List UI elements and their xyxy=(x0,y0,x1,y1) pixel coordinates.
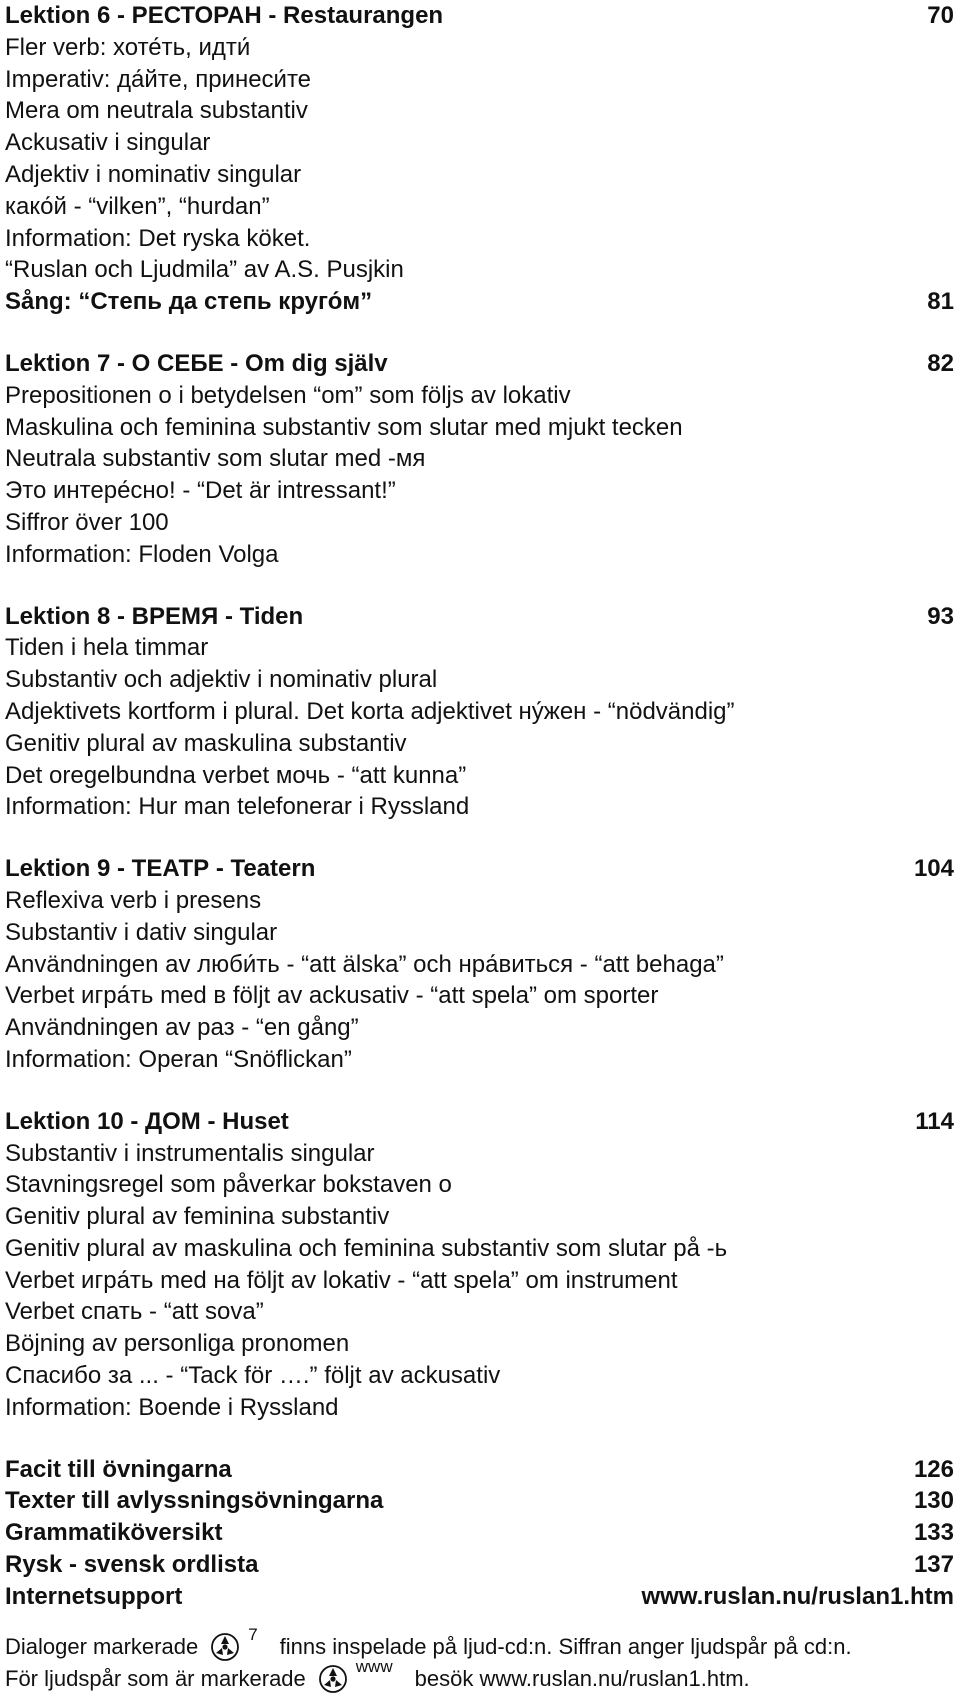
lesson-topic: Information: Hur man telefonerar i Ryssland xyxy=(5,793,470,821)
backmatter-entry[interactable] xyxy=(5,1549,954,1581)
lesson-topic: Information: Floden Volga xyxy=(5,540,279,568)
backmatter-entry[interactable] xyxy=(5,1454,954,1486)
song-title: Sång: “Степь да степь круго́м” xyxy=(5,288,373,316)
lesson-topic: Information: Boende i Ryssland xyxy=(5,1393,339,1421)
lesson-topic: Siffror över 100 xyxy=(5,508,169,536)
backmatter-page: 137 xyxy=(913,1551,954,1579)
lesson-topic: Information: Operan “Snöflickan” xyxy=(5,1045,352,1073)
backmatter-title: Texter till avlyssningsövningarna xyxy=(5,1487,384,1515)
lesson-topic: Imperativ: да́йте, принеси́те xyxy=(5,65,312,93)
lesson-page-number: 70 xyxy=(927,2,954,29)
backmatter-page: 133 xyxy=(913,1519,954,1547)
cd-audio-icon xyxy=(318,1664,348,1694)
lesson-topic: Mera om neutrala substantiv xyxy=(5,97,308,125)
lesson-topic: Reflexiva verb i presens xyxy=(5,886,262,914)
song-page-number: 81 xyxy=(927,288,954,316)
lesson-topic: Спасибо за ... - “Tack för ….” följt av ackusativ xyxy=(5,1362,501,1390)
backmatter-entry[interactable] xyxy=(5,1517,954,1549)
lesson-section xyxy=(5,853,954,1076)
toc-sections xyxy=(5,0,954,1424)
lesson-title: Lektion 10 - ДОМ - Huset xyxy=(5,1107,289,1135)
legend-line-cd xyxy=(5,1624,954,1663)
lesson-topic: Neutrala substantiv som slutar med -мя xyxy=(5,445,426,473)
lesson-section xyxy=(5,601,954,824)
lesson-topic: Genitiv plural av maskulina och feminina substantiv som slutar på -ь xyxy=(5,1234,728,1262)
lesson-topic: Användningen av раз - “en gång” xyxy=(5,1014,359,1042)
backmatter-entry[interactable] xyxy=(5,1485,954,1517)
lesson-topic: “Ruslan och Ljudmila” av A.S. Pusjkin xyxy=(5,256,404,284)
legend-line1-prefix: Dialoger markerade xyxy=(5,1633,199,1659)
lesson-page-number: 82 xyxy=(927,349,954,377)
lesson-page-number: 104 xyxy=(913,855,954,883)
cd-audio-icon xyxy=(210,1632,240,1662)
lesson-topic: Stavningsregel som påverkar bokstaven o xyxy=(5,1171,452,1199)
lesson-section xyxy=(5,348,954,571)
lesson-topic: Adjektivets kortform i plural. Det korta adjektivet ну́жен - “nödvändig” xyxy=(5,697,735,725)
backmatter-page: 126 xyxy=(913,1455,954,1483)
legend-line2-prefix: För ljudspår som är markerade xyxy=(5,1665,306,1691)
backmatter-title: Internetsupport xyxy=(5,1582,183,1610)
lesson-topic: Verbet игра́ть med в följt av ackusativ - “att spela” om sporter xyxy=(5,982,659,1010)
lesson-topic: Adjektiv i nominativ singular xyxy=(5,160,302,188)
backmatter-entry[interactable] xyxy=(5,1581,954,1613)
backmatter-page: www.ruslan.nu/ruslan1.htm xyxy=(641,1582,954,1610)
backmatter-page: 130 xyxy=(913,1487,954,1515)
lesson-topic: Ackusativ i singular xyxy=(5,129,211,157)
lesson-topic: Genitiv plural av maskulina substantiv xyxy=(5,729,407,757)
audio-legend xyxy=(5,1624,954,1695)
lesson-title: Lektion 8 - ВРЕМЯ - Tiden xyxy=(5,602,304,630)
lesson-page-number: 114 xyxy=(915,1107,954,1135)
legend-line1-sup: 7 xyxy=(248,1624,258,1644)
lesson-topic: Information: Det ryska köket. xyxy=(5,224,311,252)
lesson-topic: Genitiv plural av feminina substantiv xyxy=(5,1203,390,1231)
lesson-topic: Substantiv och adjektiv i nominativ plural xyxy=(5,666,438,694)
lesson-page-number: 93 xyxy=(927,602,954,630)
toc-backmatter xyxy=(5,1454,954,1613)
lesson-title: Lektion 9 - ТЕАТР - Teatern xyxy=(5,855,316,883)
lesson-topic: Verbet спать - “att sova” xyxy=(5,1298,264,1326)
legend-line2-suffix: besök www.ruslan.nu/ruslan1.htm. xyxy=(414,1665,750,1691)
lesson-topic: Användningen av люби́ть - “att älska” och нра́виться - “att behaga” xyxy=(5,950,724,978)
backmatter-title: Rysk - svensk ordlista xyxy=(5,1551,259,1579)
lesson-topic: Maskulina och feminina substantiv som slutar med mjukt tecken xyxy=(5,413,683,441)
lesson-title: Lektion 6 - РЕСТОРАН - Restaurangen xyxy=(5,2,444,29)
lesson-section xyxy=(5,0,954,318)
song-heading[interactable] xyxy=(5,286,954,318)
lesson-topic: Tiden i hela timmar xyxy=(5,634,209,662)
backmatter-title: Grammatiköversikt xyxy=(5,1519,223,1547)
lesson-heading[interactable] xyxy=(5,1106,954,1138)
lesson-topic: Fler verb: хоте́ть, идти́ xyxy=(5,33,251,61)
legend-line-www xyxy=(5,1656,954,1695)
lesson-topic: Böjning av personliga pronomen xyxy=(5,1330,350,1358)
lesson-topic: Prepositionen o i betydelsen “om” som följs av lokativ xyxy=(5,381,571,409)
lesson-topic: Verbet игра́ть med на följt av lokativ - “att spela” om instrument xyxy=(5,1266,678,1294)
lesson-topic: како́й - “vilken”, “hurdan” xyxy=(5,192,270,220)
lesson-topic: Это интере́сно! - “Det är intressant!” xyxy=(5,477,396,505)
lesson-topic: Det oregelbundna verbet мочь - “att kunna” xyxy=(5,761,467,789)
lesson-topic: Substantiv i instrumentalis singular xyxy=(5,1139,375,1167)
lesson-section xyxy=(5,1106,954,1424)
lesson-heading[interactable] xyxy=(5,348,954,380)
backmatter-title: Facit till övningarna xyxy=(5,1455,232,1483)
lesson-heading[interactable] xyxy=(5,853,954,885)
lesson-heading[interactable] xyxy=(5,0,954,32)
legend-line2-sup: www xyxy=(355,1656,393,1676)
lesson-heading[interactable] xyxy=(5,601,954,633)
lesson-title: Lektion 7 - О СЕБЕ - Om dig själv xyxy=(5,349,388,377)
lesson-topic: Substantiv i dativ singular xyxy=(5,918,278,946)
legend-line1-suffix: finns inspelade på ljud-cd:n. Siffran anger ljudspår på cd:n. xyxy=(279,1633,852,1659)
